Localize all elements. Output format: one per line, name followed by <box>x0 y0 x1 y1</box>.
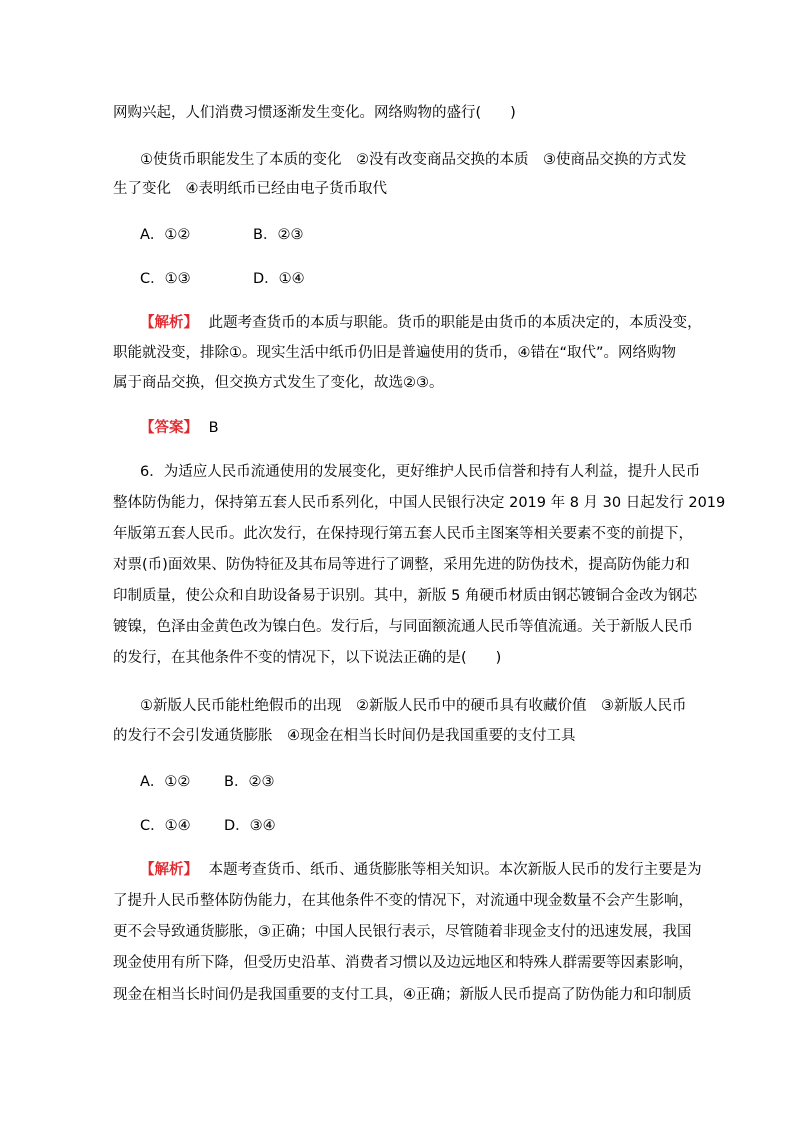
q5-analysis-line1 <box>140 313 702 333</box>
q5-analysis-line3: 属于商品交换，但交换方式发生了变化，故选②③。 <box>113 375 444 391</box>
q5-items-line2: 生了变化 ④表明纸币已经由电子货币取代 <box>113 181 387 197</box>
q5-stem: 网购兴起，人们消费习惯逐渐发生变化。网络购物的盛行( ) <box>113 105 516 121</box>
q6-option-d: D．③④ <box>224 818 276 834</box>
answer-value: B <box>208 420 219 436</box>
q5-option-c: C．①③ <box>140 271 191 287</box>
q5-option-b: B．②③ <box>253 227 304 243</box>
q5-answer <box>140 418 219 438</box>
q6-analysis-line3: 更不会导致通货膨胀，③正确；中国人民银行表示，尽管随着非现金支付的迅速发展，我国 <box>113 924 692 940</box>
q6-option-c: C．①④ <box>140 818 191 834</box>
q6-stem-line2: 整体防伪能力，保持第五套人民币系列化，中国人民银行决定 2019 年 8 月 30 日起发行 2019 <box>113 495 726 511</box>
q6-stem-line3: 年版第五套人民币。此次发行，在保持现行第五套人民币主图案等相关要素不变的前提下， <box>113 526 693 542</box>
analysis-tag: 【解析】 <box>140 862 198 878</box>
q6-stem-line1: 6．为适应人民币流通使用的发展变化，更好维护人民币信誉和持有人利益，提升人民币 <box>140 464 701 480</box>
q6-analysis-line1 <box>140 860 702 880</box>
q6-analysis-line5: 现金在相当长时间仍是我国重要的支付工具，④正确；新版人民币提高了防伪能力和印制质 <box>113 987 692 1003</box>
q6-option-b: B．②③ <box>224 774 275 790</box>
q6-stem-line6: 镀镍，色泽由金黄色改为镍白色。发行后，与同面额流通人民币等值流通。关于新版人民币 <box>113 619 693 635</box>
q5-analysis-line2: 职能就没变，排除①。现实生活中纸币仍旧是普遍使用的货币，④错在“取代”。网络购物 <box>113 345 677 361</box>
analysis-tag: 【解析】 <box>140 315 198 331</box>
q6-analysis-text1: 本题考查货币、纸币、通货膨胀等相关知识。本次新版人民币的发行主要是为 <box>208 862 702 878</box>
answer-tag: 【答案】 <box>140 420 198 436</box>
q6-stem-line7: 的发行，在其他条件不变的情况下，以下说法正确的是( ) <box>113 650 502 666</box>
q5-option-a: A．①② <box>140 227 191 243</box>
q6-stem-line4: 对票(币)面效果、防伪特征及其布局等进行了调整，采用先进的防伪技术，提高防伪能力和 <box>113 557 690 573</box>
q6-option-a: A．①② <box>140 774 191 790</box>
q6-analysis-line4: 现金使用有所下降，但受历史沿革、消费者习惯以及边远地区和特殊人群需要等因素影响， <box>113 955 693 971</box>
q5-option-d: D．①④ <box>253 271 305 287</box>
q5-analysis-text1: 此题考查货币的本质与职能。货币的职能是由货币的本质决定的，本质没变， <box>208 315 702 331</box>
q6-items-line1: ①新版人民币能杜绝假币的出现 ②新版人民币中的硬币具有收藏价值 ③新版人民币 <box>140 698 687 714</box>
q6-items-line2: 的发行不会引发通货膨胀 ④现金在相当长时间仍是我国重要的支付工具 <box>113 728 576 744</box>
q5-items-line1: ①使货币职能发生了本质的变化 ②没有改变商品交换的本质 ③使商品交换的方式发 <box>140 152 687 168</box>
q6-analysis-line2: 了提升人民币整体防伪能力，在其他条件不变的情况下，对流通中现金数量不会产生影响， <box>113 893 693 909</box>
q6-stem-line5: 印制质量，使公众和自助设备易于识别。其中，新版 5 角硬币材质由钢芯镀铜合金改为钢芯 <box>113 588 697 604</box>
